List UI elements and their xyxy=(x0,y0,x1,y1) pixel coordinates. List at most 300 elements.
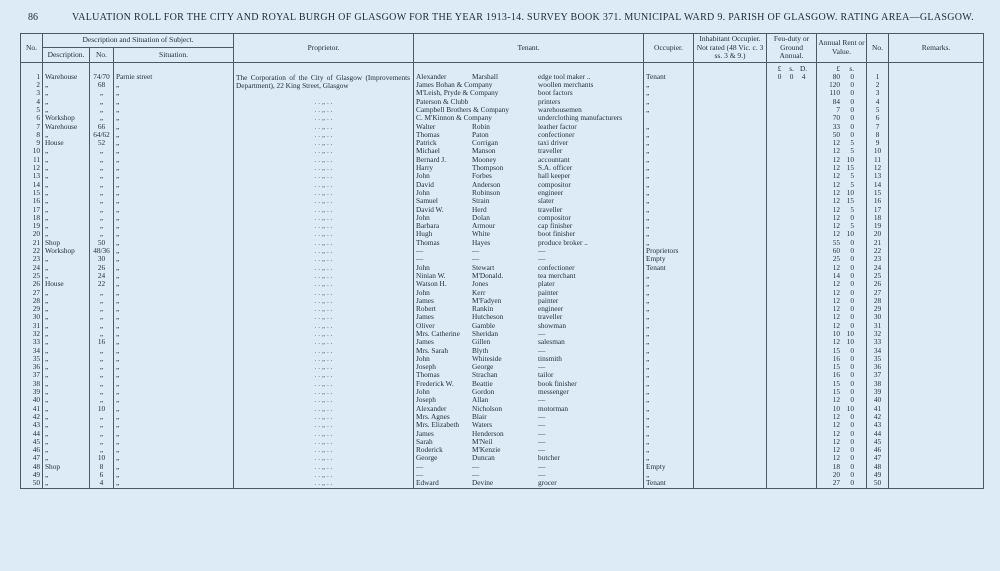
col-no2: No. xyxy=(867,34,889,63)
annual-pad xyxy=(854,313,864,321)
row-remarks xyxy=(889,247,984,255)
row-description: Workshop xyxy=(43,114,90,122)
row-description: „ xyxy=(43,421,90,429)
tenant-first-name: Oliver xyxy=(416,320,435,330)
row-annual-value xyxy=(817,438,867,446)
row-house-number: 50 xyxy=(90,239,114,247)
row-occupier: „ xyxy=(644,181,694,189)
tenant-first-name: John xyxy=(416,287,430,297)
annual-values xyxy=(819,214,864,222)
row-house-number: „ xyxy=(90,147,114,155)
row-annual-value xyxy=(817,164,867,172)
row-proprietor: . . „ . . xyxy=(234,338,414,346)
row-tenant xyxy=(414,114,644,122)
row-remarks xyxy=(889,479,984,488)
annual-shillings: 0 xyxy=(850,80,855,90)
row-proprietor: . . „ . . xyxy=(234,280,414,288)
row-tenant xyxy=(414,363,644,371)
row-number: 11 xyxy=(21,156,43,164)
annual-values xyxy=(819,264,864,272)
row-annual-value xyxy=(817,73,867,81)
row-situation: „ xyxy=(114,289,234,297)
annual-values xyxy=(819,156,864,164)
annual-values xyxy=(819,396,864,404)
tenant-surname: Duncan xyxy=(472,453,495,463)
row-tenant xyxy=(414,222,644,230)
unit-l: £ xyxy=(836,63,841,73)
annual-pad xyxy=(854,147,864,155)
row-annual-value xyxy=(817,396,867,404)
units-cell xyxy=(234,62,414,73)
tenant-surname: Rankin xyxy=(472,304,494,314)
tenant-fields xyxy=(416,280,641,288)
row-tenant xyxy=(414,214,644,222)
row-house-number: 4 xyxy=(90,479,114,488)
annual-pad xyxy=(854,430,864,438)
annual-pad xyxy=(854,81,864,89)
row-occupier: „ xyxy=(644,454,694,462)
row-number-right: 24 xyxy=(867,264,889,272)
row-number-right: 11 xyxy=(867,156,889,164)
row-occupier: „ xyxy=(644,172,694,180)
row-number: 34 xyxy=(21,347,43,355)
row-situation: „ xyxy=(114,123,234,131)
unit-l: £ xyxy=(777,63,782,73)
row-feuduty xyxy=(767,114,817,122)
row-situation: „ xyxy=(114,147,234,155)
tenant-occupation: engineer xyxy=(538,304,564,314)
row-tenant xyxy=(414,164,644,172)
row-house-number: „ xyxy=(90,305,114,313)
col-situation: Situation. xyxy=(114,48,234,62)
tenant-first-name: M'Leish, Pryde & Company xyxy=(416,88,499,98)
tenant-first-name: Sarah xyxy=(416,436,433,446)
annual-pounds: 12 xyxy=(832,428,841,438)
row-number-right: 27 xyxy=(867,289,889,297)
annual-pad xyxy=(854,363,864,371)
annual-values xyxy=(819,147,864,155)
annual-pounds: 110 xyxy=(829,88,841,98)
row-proprietor: . . „ . . xyxy=(234,98,414,106)
row-feuduty xyxy=(767,255,817,263)
row-annual-value xyxy=(817,405,867,413)
row-occupier: „ xyxy=(644,123,694,131)
annual-pounds: 70 xyxy=(832,113,841,123)
annual-pad xyxy=(854,106,864,114)
row-description: „ xyxy=(43,230,90,238)
row-house-number: „ xyxy=(90,206,114,214)
annual-shillings: 0 xyxy=(850,428,855,438)
tenant-surname: Jones xyxy=(472,279,489,289)
row-situation: „ xyxy=(114,371,234,379)
row-remarks xyxy=(889,297,984,305)
row-house-number: „ xyxy=(90,322,114,330)
row-inhabitant xyxy=(694,230,767,238)
row-tenant xyxy=(414,313,644,321)
tenant-fields xyxy=(416,222,641,230)
row-situation: „ xyxy=(114,421,234,429)
row-occupier: „ xyxy=(644,305,694,313)
row-tenant xyxy=(414,446,644,454)
tenant-first-name: Mrs. Elizabeth xyxy=(416,420,459,430)
row-number-right: 25 xyxy=(867,272,889,280)
annual-pad xyxy=(854,206,864,214)
tenant-surname: Dolan xyxy=(472,212,490,222)
row-description: „ xyxy=(43,156,90,164)
row-annual-value xyxy=(817,446,867,454)
annual-pad xyxy=(854,454,864,462)
tenant-surname: Corrigan xyxy=(472,138,498,148)
annual-values xyxy=(819,230,864,238)
row-tenant xyxy=(414,463,644,471)
row-tenant xyxy=(414,479,644,488)
row-inhabitant xyxy=(694,255,767,263)
row-number: 50 xyxy=(21,479,43,488)
annual-values xyxy=(819,131,864,139)
row-remarks xyxy=(889,380,984,388)
tenant-first-name: James xyxy=(416,428,434,438)
row-tenant xyxy=(414,264,644,272)
row-annual-value xyxy=(817,147,867,155)
row-house-number: „ xyxy=(90,189,114,197)
row-occupier: „ xyxy=(644,156,694,164)
col-num: No. xyxy=(90,48,114,62)
row-tenant xyxy=(414,131,644,139)
annual-values xyxy=(819,206,864,214)
annual-pounds: 12 xyxy=(832,163,841,173)
row-house-number: „ xyxy=(90,230,114,238)
annual-shillings: 15 xyxy=(846,196,855,206)
tenant-occupation: butcher xyxy=(538,453,560,463)
row-feuduty xyxy=(767,413,817,421)
annual-shillings: 5 xyxy=(850,179,855,189)
annual-pounds: 10 xyxy=(832,329,841,338)
row-proprietor: . . „ . . xyxy=(234,355,414,363)
row-feuduty xyxy=(767,81,817,89)
tenant-occupation: printers xyxy=(538,96,561,106)
row-house-number: 68 xyxy=(90,81,114,89)
row-feuduty xyxy=(767,313,817,321)
row-remarks xyxy=(889,172,984,180)
tenant-fields xyxy=(416,147,641,155)
annual-pounds: 12 xyxy=(832,138,841,148)
annual-shillings: 0 xyxy=(850,237,855,247)
tenant-surname: Gillen xyxy=(472,337,491,347)
tenant-fields xyxy=(416,289,641,297)
row-house-number: „ xyxy=(90,330,114,338)
row-tenant xyxy=(414,123,644,131)
row-remarks xyxy=(889,289,984,297)
row-number-right: 39 xyxy=(867,388,889,396)
tenant-occupation: confectioner xyxy=(538,129,575,139)
row-proprietor: . . „ . . xyxy=(234,189,414,197)
row-house-number: „ xyxy=(90,89,114,97)
tenant-first-name: — xyxy=(416,254,424,264)
row-proprietor: . . „ . . xyxy=(234,396,414,404)
row-proprietor: . . „ . . xyxy=(234,438,414,446)
row-remarks xyxy=(889,139,984,147)
row-inhabitant xyxy=(694,206,767,214)
row-tenant xyxy=(414,230,644,238)
row-feuduty xyxy=(767,230,817,238)
row-description: Workshop xyxy=(43,247,90,255)
row-feuduty xyxy=(767,206,817,214)
row-proprietor: . . „ . . xyxy=(234,222,414,230)
row-annual-value xyxy=(817,330,867,338)
row-annual-value xyxy=(817,206,867,214)
tenant-occupation: woollen merchants xyxy=(538,80,594,90)
tenant-surname: Anderson xyxy=(472,179,501,189)
annual-values xyxy=(819,380,864,388)
row-inhabitant xyxy=(694,189,767,197)
annual-values xyxy=(819,313,864,321)
row-situation: „ xyxy=(114,114,234,122)
annual-pad xyxy=(854,73,864,81)
tenant-occupation: traveller xyxy=(538,146,563,156)
row-inhabitant xyxy=(694,264,767,272)
tenant-occupation: compositor xyxy=(538,212,571,222)
tenant-surname: Hutcheson xyxy=(472,312,504,322)
tenant-occupation: traveller xyxy=(538,204,563,214)
tenant-fields xyxy=(416,479,641,487)
row-proprietor: . . „ . . xyxy=(234,371,414,379)
annual-pad xyxy=(854,164,864,172)
tenant-first-name: Patrick xyxy=(416,138,437,148)
row-tenant xyxy=(414,289,644,297)
row-number-right: 33 xyxy=(867,338,889,346)
annual-pounds: 33 xyxy=(832,121,841,131)
annual-values xyxy=(819,463,864,471)
row-remarks xyxy=(889,463,984,471)
row-number-right: 43 xyxy=(867,421,889,429)
row-number-right: 4 xyxy=(867,98,889,106)
row-feuduty xyxy=(767,98,817,106)
row-occupier: „ xyxy=(644,239,694,247)
row-number: 25 xyxy=(21,272,43,280)
row-house-number: „ xyxy=(90,355,114,363)
tenant-fields xyxy=(416,255,641,263)
row-house-number: „ xyxy=(90,380,114,388)
tenant-first-name: Paterson & Clubb xyxy=(416,96,469,106)
row-situation: „ xyxy=(114,438,234,446)
row-remarks xyxy=(889,73,984,81)
row-number: 21 xyxy=(21,239,43,247)
row-occupier: „ xyxy=(644,272,694,280)
annual-pounds: 12 xyxy=(832,295,841,305)
tenant-fields xyxy=(416,471,641,479)
row-remarks xyxy=(889,272,984,280)
row-inhabitant xyxy=(694,463,767,471)
valuation-table xyxy=(20,33,984,489)
row-occupier: „ xyxy=(644,313,694,321)
row-inhabitant xyxy=(694,272,767,280)
annual-pad xyxy=(854,355,864,363)
row-remarks xyxy=(889,156,984,164)
annual-pad xyxy=(854,280,864,288)
row-number: 19 xyxy=(21,222,43,230)
tenant-surname: Paton xyxy=(472,129,489,139)
row-annual-value xyxy=(817,338,867,346)
annual-shillings: 10 xyxy=(846,187,855,197)
row-situation: „ xyxy=(114,222,234,230)
units-cell xyxy=(694,62,767,73)
row-house-number: „ xyxy=(90,98,114,106)
row-inhabitant xyxy=(694,222,767,230)
row-annual-value xyxy=(817,214,867,222)
row-number: 5 xyxy=(21,106,43,114)
row-occupier: Empty xyxy=(644,255,694,263)
row-number: 37 xyxy=(21,371,43,379)
row-tenant xyxy=(414,305,644,313)
tenant-fields xyxy=(416,396,641,404)
row-number-right: 19 xyxy=(867,222,889,230)
row-description: „ xyxy=(43,405,90,413)
tenant-occupation: slater xyxy=(538,196,554,206)
row-tenant xyxy=(414,189,644,197)
row-feuduty xyxy=(767,123,817,131)
row-inhabitant xyxy=(694,131,767,139)
tenant-surname: Robin xyxy=(472,121,490,131)
row-remarks xyxy=(889,347,984,355)
row-description: „ xyxy=(43,471,90,479)
row-tenant xyxy=(414,430,644,438)
tenant-occupation: — xyxy=(538,345,546,355)
row-feuduty xyxy=(767,371,817,379)
tenant-occupation: underclothing manufacturers xyxy=(538,113,623,123)
row-feuduty xyxy=(767,446,817,454)
page-header xyxy=(0,12,1000,28)
row-proprietor: . . „ . . xyxy=(234,363,414,371)
annual-pad xyxy=(854,98,864,106)
row-situation: „ xyxy=(114,363,234,371)
annual-pad xyxy=(854,322,864,330)
row-number: 7 xyxy=(21,123,43,131)
tenant-occupation: hall keeper xyxy=(538,171,571,181)
row-occupier: „ xyxy=(644,355,694,363)
row-occupier: „ xyxy=(644,222,694,230)
row-annual-value xyxy=(817,172,867,180)
row-remarks xyxy=(889,206,984,214)
row-tenant xyxy=(414,421,644,429)
row-feuduty xyxy=(767,73,817,81)
row-occupier: „ xyxy=(644,297,694,305)
row-situation: „ xyxy=(114,247,234,255)
row-inhabitant xyxy=(694,371,767,379)
annual-pounds: 12 xyxy=(832,320,841,330)
row-inhabitant xyxy=(694,479,767,488)
unit-pad xyxy=(854,65,864,73)
row-inhabitant xyxy=(694,214,767,222)
col-desc-group: Description and Situation of Subject. xyxy=(43,34,234,48)
annual-values xyxy=(819,280,864,288)
row-number: 41 xyxy=(21,405,43,413)
annual-values xyxy=(819,305,864,313)
row-number: 13 xyxy=(21,172,43,180)
row-number: 4 xyxy=(21,98,43,106)
annual-pounds: 12 xyxy=(832,411,841,421)
annual-pounds: 10 xyxy=(832,403,841,413)
tenant-occupation: painter xyxy=(538,295,559,305)
tenant-surname: Strachan xyxy=(472,370,498,380)
row-annual-value xyxy=(817,264,867,272)
annual-values xyxy=(819,172,864,180)
row-house-number: „ xyxy=(90,164,114,172)
tenant-fields xyxy=(416,181,641,189)
row-tenant xyxy=(414,206,644,214)
row-description: „ xyxy=(43,438,90,446)
annual-values xyxy=(819,189,864,197)
row-number: 2 xyxy=(21,81,43,89)
annual-shillings: 5 xyxy=(850,146,855,156)
tenant-surname: M'Kenzie xyxy=(472,445,501,455)
annual-values xyxy=(819,164,864,172)
row-tenant xyxy=(414,272,644,280)
row-situation: „ xyxy=(114,463,234,471)
row-description: „ xyxy=(43,347,90,355)
row-situation: „ xyxy=(114,305,234,313)
tenant-surname: Mooney xyxy=(472,154,497,164)
row-occupier: „ xyxy=(644,289,694,297)
tenant-fields xyxy=(416,264,641,272)
annual-values xyxy=(819,347,864,355)
row-annual-value xyxy=(817,371,867,379)
tenant-first-name: C. M'Kinnon & Company xyxy=(416,113,492,123)
tenant-occupation: salesman xyxy=(538,337,565,347)
row-remarks xyxy=(889,264,984,272)
row-situation: „ xyxy=(114,338,234,346)
annual-values xyxy=(819,471,864,479)
row-inhabitant xyxy=(694,280,767,288)
row-inhabitant xyxy=(694,297,767,305)
row-situation: „ xyxy=(114,98,234,106)
row-tenant xyxy=(414,239,644,247)
tenant-surname: — xyxy=(472,461,480,471)
units-cell xyxy=(414,62,644,73)
tenant-fields xyxy=(416,305,641,313)
row-situation: „ xyxy=(114,89,234,97)
row-description: „ xyxy=(43,164,90,172)
tenant-fields xyxy=(416,446,641,454)
row-remarks xyxy=(889,189,984,197)
row-inhabitant xyxy=(694,123,767,131)
row-feuduty xyxy=(767,106,817,114)
annual-pounds: 12 xyxy=(832,287,841,297)
row-description: „ xyxy=(43,98,90,106)
row-feuduty xyxy=(767,247,817,255)
annual-shillings: 0 xyxy=(850,312,855,322)
row-number-right: 34 xyxy=(867,347,889,355)
row-description: „ xyxy=(43,289,90,297)
row-occupier: „ xyxy=(644,197,694,205)
row-description: „ xyxy=(43,181,90,189)
annual-pounds: 12 xyxy=(832,337,841,347)
tenant-fields xyxy=(416,123,641,131)
annual-shillings: 0 xyxy=(850,478,855,488)
annual-values xyxy=(819,114,864,122)
row-inhabitant xyxy=(694,355,767,363)
tenant-first-name: Alexander xyxy=(416,403,447,413)
tenant-first-name: John xyxy=(416,387,430,397)
row-description: „ xyxy=(43,388,90,396)
annual-values xyxy=(819,479,864,487)
row-proprietor: . . „ . . xyxy=(234,454,414,462)
row-occupier: „ xyxy=(644,89,694,97)
annual-values xyxy=(819,197,864,205)
row-description: „ xyxy=(43,264,90,272)
row-tenant xyxy=(414,471,644,479)
row-annual-value xyxy=(817,380,867,388)
annual-pounds: 12 xyxy=(832,262,841,272)
